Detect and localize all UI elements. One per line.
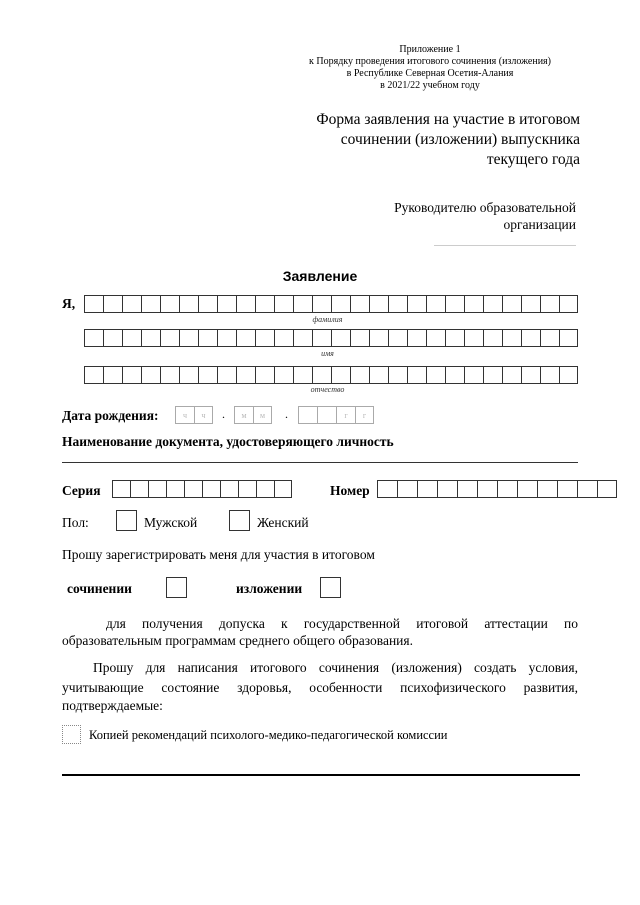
input-cell[interactable] — [477, 480, 497, 498]
input-cell[interactable] — [312, 366, 331, 384]
birth-year-cell[interactable] — [298, 406, 317, 424]
input-cell[interactable] — [217, 366, 236, 384]
birth-day-cells[interactable] — [175, 406, 213, 424]
input-cell[interactable] — [426, 295, 445, 313]
appendix-note — [280, 44, 580, 92]
input-cell[interactable] — [84, 329, 103, 347]
input-cell[interactable] — [179, 295, 198, 313]
input-cell[interactable] — [141, 295, 160, 313]
input-cell[interactable] — [122, 329, 141, 347]
exposition-checkbox[interactable] — [320, 577, 341, 598]
input-cell[interactable] — [350, 329, 369, 347]
input-cell[interactable] — [350, 366, 369, 384]
input-cell[interactable] — [312, 295, 331, 313]
input-cell[interactable] — [84, 366, 103, 384]
number-cells[interactable] — [377, 480, 617, 498]
input-cell[interactable] — [388, 329, 407, 347]
input-cell[interactable] — [426, 329, 445, 347]
birth-year-cell[interactable] — [317, 406, 336, 424]
birth-year-cell[interactable]: г — [336, 406, 355, 424]
addressee-line-2: организации — [503, 217, 576, 232]
series-label: Серия — [62, 483, 101, 498]
input-cell[interactable] — [464, 295, 483, 313]
section-divider — [62, 774, 580, 776]
input-cell[interactable] — [293, 295, 312, 313]
purpose-line-1: для получения допуска к государственной итоговой аттестации по — [106, 616, 578, 631]
input-cell[interactable] — [521, 366, 540, 384]
form-title-line-1: Форма заявления на участие в итоговом — [316, 111, 580, 128]
input-cell[interactable] — [236, 295, 255, 313]
input-cell[interactable] — [160, 366, 179, 384]
input-cell[interactable] — [130, 480, 148, 498]
input-cell[interactable] — [521, 295, 540, 313]
input-cell[interactable] — [559, 295, 578, 313]
input-cell[interactable] — [112, 480, 130, 498]
input-cell[interactable] — [483, 366, 502, 384]
input-cell[interactable] — [255, 329, 274, 347]
input-cell[interactable] — [369, 329, 388, 347]
input-cell[interactable] — [388, 295, 407, 313]
input-cell[interactable] — [255, 295, 274, 313]
name-prefix-label: Я, — [62, 296, 76, 311]
input-cell[interactable] — [198, 366, 217, 384]
birth-year-cells[interactable] — [298, 406, 374, 424]
input-cell[interactable] — [103, 295, 122, 313]
pmpk-checkbox[interactable] — [62, 725, 81, 744]
input-cell[interactable] — [274, 329, 293, 347]
input-cell[interactable] — [377, 480, 397, 498]
input-cell[interactable] — [274, 366, 293, 384]
id-document-label: Наименование документа, удостоверяющего личность — [62, 434, 394, 449]
appendix-line-2: к Порядку проведения итогового сочинения (изложения) — [309, 56, 551, 67]
birth-month-cells[interactable] — [234, 406, 272, 424]
input-cell[interactable] — [238, 480, 256, 498]
input-cell[interactable] — [293, 329, 312, 347]
input-cell[interactable] — [220, 480, 238, 498]
input-cell[interactable] — [148, 480, 166, 498]
surname-cells[interactable] — [84, 295, 578, 313]
appendix-line-3: в Республике Северная Осетия-Алания — [346, 68, 514, 79]
conditions-line-3: подтверждаемые: — [62, 698, 163, 713]
input-cell[interactable] — [445, 295, 464, 313]
birth-year-cell[interactable]: г — [355, 406, 374, 424]
input-cell[interactable] — [141, 329, 160, 347]
input-cell[interactable] — [407, 366, 426, 384]
input-cell[interactable] — [141, 366, 160, 384]
input-cell[interactable] — [540, 366, 559, 384]
input-cell[interactable] — [540, 329, 559, 347]
birth-month-cell[interactable]: м — [234, 406, 253, 424]
input-cell[interactable] — [255, 366, 274, 384]
input-cell[interactable] — [217, 329, 236, 347]
input-cell[interactable] — [160, 329, 179, 347]
input-cell[interactable] — [464, 366, 483, 384]
surname-caption: фамилия — [312, 315, 343, 324]
input-cell[interactable] — [483, 329, 502, 347]
input-cell[interactable] — [122, 366, 141, 384]
form-title — [300, 110, 580, 170]
document-heading: Заявление — [282, 268, 358, 284]
input-cell[interactable] — [426, 366, 445, 384]
series-cells[interactable] — [112, 480, 292, 498]
number-label: Номер — [330, 483, 370, 498]
form-title-line-2: сочинении (изложении) выпускника — [340, 131, 580, 148]
input-cell[interactable] — [274, 480, 292, 498]
date-separator: . — [285, 407, 288, 421]
firstname-caption: имя — [321, 349, 334, 358]
conditions-line-2: учитывающие состояние здоровья, особенности психофизического развития, — [62, 680, 578, 695]
input-cell[interactable] — [331, 295, 350, 313]
input-cell[interactable] — [293, 366, 312, 384]
birth-day-cell[interactable]: ч — [194, 406, 213, 424]
input-cell[interactable] — [577, 480, 597, 498]
form-title-line-3: текущего года — [486, 151, 580, 168]
pmpk-option-label: Копией рекомендаций психолого-медико-педагогической комиссии — [89, 728, 448, 742]
addressee-signature-line[interactable] — [434, 245, 576, 246]
input-cell[interactable] — [517, 480, 537, 498]
input-cell[interactable] — [369, 366, 388, 384]
birth-month-cell[interactable]: м — [253, 406, 272, 424]
purpose-line-2: образовательным программам среднего общего образования. — [62, 633, 413, 648]
input-cell[interactable] — [256, 480, 274, 498]
input-cell[interactable] — [312, 329, 331, 347]
input-cell[interactable] — [502, 295, 521, 313]
input-cell[interactable] — [331, 329, 350, 347]
input-cell[interactable] — [198, 329, 217, 347]
input-cell[interactable] — [445, 366, 464, 384]
input-cell[interactable] — [483, 295, 502, 313]
input-cell[interactable] — [502, 366, 521, 384]
essay-label: сочинении — [67, 581, 132, 596]
female-label: Женский — [257, 515, 309, 530]
input-cell[interactable] — [502, 329, 521, 347]
input-cell[interactable] — [331, 366, 350, 384]
male-label: Мужской — [144, 515, 198, 530]
input-cell[interactable] — [464, 329, 483, 347]
input-cell[interactable] — [122, 295, 141, 313]
input-cell[interactable] — [457, 480, 477, 498]
input-cell[interactable] — [557, 480, 577, 498]
input-cell[interactable] — [445, 329, 464, 347]
input-cell[interactable] — [84, 295, 103, 313]
input-cell[interactable] — [103, 366, 122, 384]
appendix-line-4: в 2021/22 учебном году — [380, 80, 480, 91]
appendix-line-1: Приложение 1 — [399, 44, 461, 55]
patronymic-cells[interactable] — [84, 366, 578, 384]
firstname-cells[interactable] — [84, 329, 578, 347]
birth-date-label: Дата рождения: — [62, 408, 159, 423]
input-cell[interactable] — [559, 329, 578, 347]
input-cell[interactable] — [160, 295, 179, 313]
input-cell[interactable] — [198, 295, 217, 313]
input-cell[interactable] — [236, 366, 255, 384]
input-cell[interactable] — [407, 295, 426, 313]
input-cell[interactable] — [497, 480, 517, 498]
input-cell[interactable] — [559, 366, 578, 384]
input-cell[interactable] — [537, 480, 557, 498]
input-cell[interactable] — [217, 295, 236, 313]
patronymic-caption: отчество — [310, 385, 345, 394]
input-cell[interactable] — [166, 480, 184, 498]
gender-label: Пол: — [62, 515, 89, 530]
input-cell[interactable] — [274, 295, 293, 313]
input-cell[interactable] — [437, 480, 457, 498]
exposition-label: изложении — [236, 581, 303, 596]
input-cell[interactable] — [369, 295, 388, 313]
input-cell[interactable] — [417, 480, 437, 498]
essay-checkbox[interactable] — [166, 577, 187, 598]
id-document-name-line[interactable] — [62, 462, 578, 463]
input-cell[interactable] — [202, 480, 220, 498]
registration-request: Прошу зарегистрировать меня для участия в итоговом — [62, 547, 375, 562]
conditions-line-1: Прошу для написания итогового сочинения (изложения) создать условия, — [93, 660, 578, 675]
input-cell[interactable] — [388, 366, 407, 384]
input-cell[interactable] — [350, 295, 369, 313]
input-cell[interactable] — [103, 329, 122, 347]
date-separator: . — [222, 407, 225, 421]
birth-day-cell[interactable]: ч — [175, 406, 194, 424]
female-checkbox[interactable] — [229, 510, 250, 531]
input-cell[interactable] — [407, 329, 426, 347]
input-cell[interactable] — [236, 329, 255, 347]
input-cell[interactable] — [184, 480, 202, 498]
input-cell[interactable] — [597, 480, 617, 498]
input-cell[interactable] — [521, 329, 540, 347]
input-cell[interactable] — [179, 329, 198, 347]
input-cell[interactable] — [179, 366, 198, 384]
input-cell[interactable] — [540, 295, 559, 313]
addressee-line-1: Руководителю образовательной — [394, 200, 576, 215]
addressee — [316, 199, 576, 233]
input-cell[interactable] — [397, 480, 417, 498]
male-checkbox[interactable] — [116, 510, 137, 531]
